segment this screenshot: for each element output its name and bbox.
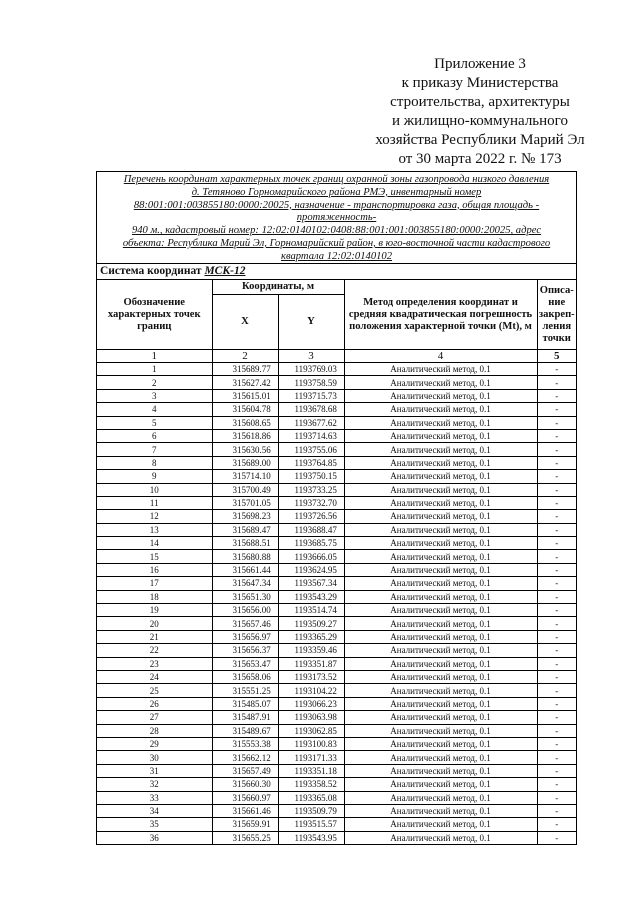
method: Аналитический метод, 0.1 <box>344 456 537 469</box>
fixing-description: - <box>537 818 576 831</box>
method: Аналитический метод, 0.1 <box>344 711 537 724</box>
method: Аналитический метод, 0.1 <box>344 483 537 496</box>
coord-y: 1193685.75 <box>278 537 344 550</box>
coord-y: 1193063.98 <box>278 711 344 724</box>
coord-y: 1193171.33 <box>278 751 344 764</box>
fixing-description: - <box>537 376 576 389</box>
point-number: 12 <box>97 510 212 523</box>
coord-y: 1193764.85 <box>278 456 344 469</box>
coord-y: 1193688.47 <box>278 523 344 536</box>
point-number: 11 <box>97 496 212 509</box>
coord-y: 1193066.23 <box>278 697 344 710</box>
table-row <box>97 523 576 536</box>
coord-x: 315553.38 <box>212 737 278 750</box>
point-number: 14 <box>97 537 212 550</box>
column-number: 5 <box>537 350 576 363</box>
appendix-date: от 30 марта 2022 г. № 173 <box>398 151 562 167</box>
coord-x: 315660.30 <box>212 778 278 791</box>
coord-x: 315655.25 <box>212 831 278 844</box>
coord-x: 315651.30 <box>212 590 278 603</box>
coord-x: 315656.00 <box>212 604 278 617</box>
method: Аналитический метод, 0.1 <box>344 804 537 817</box>
coord-x: 315647.34 <box>212 577 278 590</box>
point-number: 10 <box>97 483 212 496</box>
coord-y: 1193365.08 <box>278 791 344 804</box>
table-row <box>97 443 576 456</box>
method: Аналитический метод, 0.1 <box>344 617 537 630</box>
table-row <box>97 590 576 603</box>
table-row <box>97 657 576 670</box>
point-number: 31 <box>97 764 212 777</box>
table-row <box>97 764 576 777</box>
coord-y: 1193666.05 <box>278 550 344 563</box>
coord-x: 315659.91 <box>212 818 278 831</box>
coord-x: 315489.67 <box>212 724 278 737</box>
fixing-description: - <box>537 764 576 777</box>
coord-x: 315653.47 <box>212 657 278 670</box>
point-number: 16 <box>97 563 212 576</box>
point-number: 2 <box>97 376 212 389</box>
coord-y: 1193714.63 <box>278 429 344 442</box>
fixing-description: - <box>537 684 576 697</box>
fixing-description: - <box>537 483 576 496</box>
table-row <box>97 577 576 590</box>
header-x: X <box>212 295 278 350</box>
coordinate-system <box>97 264 576 280</box>
method: Аналитический метод, 0.1 <box>344 764 537 777</box>
coord-y: 1193365.29 <box>278 630 344 643</box>
coord-y: 1193062.85 <box>278 724 344 737</box>
coordinates-table <box>97 280 576 844</box>
point-number: 28 <box>97 724 212 737</box>
table-row <box>97 537 576 550</box>
coord-y: 1193100.83 <box>278 737 344 750</box>
header-y: Y <box>278 295 344 350</box>
table-row <box>97 630 576 643</box>
column-number: 1 <box>97 350 212 363</box>
coord-x: 315551.25 <box>212 684 278 697</box>
table-row <box>97 376 576 389</box>
coord-y: 1193624.95 <box>278 563 344 576</box>
fixing-description: - <box>537 416 576 429</box>
fixing-description: - <box>537 644 576 657</box>
coord-x: 315656.37 <box>212 644 278 657</box>
fixing-description: - <box>537 523 576 536</box>
coord-x: 315657.46 <box>212 617 278 630</box>
coord-y: 1193351.18 <box>278 764 344 777</box>
fixing-description: - <box>537 617 576 630</box>
method: Аналитический метод, 0.1 <box>344 537 537 550</box>
coord-y: 1193359.46 <box>278 644 344 657</box>
coord-x: 315698.23 <box>212 510 278 523</box>
coord-y: 1193678.68 <box>278 403 344 416</box>
point-number: 22 <box>97 644 212 657</box>
point-number: 29 <box>97 737 212 750</box>
fixing-description: - <box>537 791 576 804</box>
coord-y: 1193750.15 <box>278 470 344 483</box>
table-row <box>97 791 576 804</box>
point-number: 6 <box>97 429 212 442</box>
method: Аналитический метод, 0.1 <box>344 644 537 657</box>
header-description: Описа-ние закреп-ления точки <box>537 280 576 350</box>
fixing-description: - <box>537 496 576 509</box>
coord-y: 1193755.06 <box>278 443 344 456</box>
coordinate-system-value: МСК-12 <box>204 265 246 277</box>
fixing-description: - <box>537 711 576 724</box>
coord-y: 1193515.57 <box>278 818 344 831</box>
column-numbers-row <box>97 350 576 363</box>
method: Аналитический метод, 0.1 <box>344 630 537 643</box>
coord-y: 1193173.52 <box>278 670 344 683</box>
appendix-line: к приказу Министерства <box>401 75 559 91</box>
coord-y: 1193351.87 <box>278 657 344 670</box>
method: Аналитический метод, 0.1 <box>344 697 537 710</box>
method: Аналитический метод, 0.1 <box>344 670 537 683</box>
heading-line: квартала 12:02:0140102 <box>280 250 393 262</box>
header-method: Метод определения координат и средняя квадратическая погрешность положения характерной точки (Mt), м <box>344 280 537 350</box>
coord-y: 1193769.03 <box>278 363 344 376</box>
point-number: 19 <box>97 604 212 617</box>
method: Аналитический метод, 0.1 <box>344 737 537 750</box>
point-number: 26 <box>97 697 212 710</box>
table-body <box>97 363 576 845</box>
coord-y: 1193509.27 <box>278 617 344 630</box>
table-row <box>97 804 576 817</box>
method: Аналитический метод, 0.1 <box>344 577 537 590</box>
coord-y: 1193677.62 <box>278 416 344 429</box>
point-number: 5 <box>97 416 212 429</box>
method: Аналитический метод, 0.1 <box>344 550 537 563</box>
heading-line: 88:001:001:003855180:0000:20025, назначение - транспортировка газа, общая площадь - <box>133 199 540 211</box>
coord-y: 1193358.52 <box>278 778 344 791</box>
coord-x: 315487.91 <box>212 711 278 724</box>
coord-x: 315701.05 <box>212 496 278 509</box>
column-number: 3 <box>278 350 344 363</box>
coord-x: 315618.86 <box>212 429 278 442</box>
point-number: 33 <box>97 791 212 804</box>
point-number: 4 <box>97 403 212 416</box>
coord-x: 315661.46 <box>212 804 278 817</box>
point-number: 21 <box>97 630 212 643</box>
coord-y: 1193104.22 <box>278 684 344 697</box>
table-header-row <box>97 280 576 295</box>
method: Аналитический метод, 0.1 <box>344 523 537 536</box>
fixing-description: - <box>537 724 576 737</box>
heading-line: 940 м., кадастровый номер: 12:02:0140102:0408:88:001:001:003855180:0000:20025, адрес <box>131 225 542 237</box>
header-coordinates: Координаты, м <box>212 280 344 295</box>
table-row <box>97 496 576 509</box>
fixing-description: - <box>537 778 576 791</box>
point-number: 32 <box>97 778 212 791</box>
fixing-description: - <box>537 403 576 416</box>
fixing-description: - <box>537 577 576 590</box>
method: Аналитический метод, 0.1 <box>344 563 537 576</box>
method: Аналитический метод, 0.1 <box>344 724 537 737</box>
point-number: 1 <box>97 363 212 376</box>
coord-x: 315630.56 <box>212 443 278 456</box>
coord-y: 1193726.56 <box>278 510 344 523</box>
point-number: 34 <box>97 804 212 817</box>
fixing-description: - <box>537 657 576 670</box>
fixing-description: - <box>537 751 576 764</box>
coord-x: 315661.44 <box>212 563 278 576</box>
coord-x: 315604.78 <box>212 403 278 416</box>
coord-x: 315680.88 <box>212 550 278 563</box>
heading-line: д. Тетяново Горномарийского района РМЭ, инвентарный номер <box>191 186 482 198</box>
column-number: 4 <box>344 350 537 363</box>
point-number: 20 <box>97 617 212 630</box>
fixing-description: - <box>537 537 576 550</box>
coord-x: 315615.01 <box>212 389 278 402</box>
document-heading <box>97 172 576 264</box>
table-row <box>97 470 576 483</box>
point-number: 7 <box>97 443 212 456</box>
table-row <box>97 644 576 657</box>
table-row <box>97 697 576 710</box>
coordinates-document <box>96 171 577 845</box>
fixing-description: - <box>537 831 576 844</box>
method: Аналитический метод, 0.1 <box>344 684 537 697</box>
coord-y: 1193543.95 <box>278 831 344 844</box>
point-number: 9 <box>97 470 212 483</box>
point-number: 13 <box>97 523 212 536</box>
coord-x: 315608.65 <box>212 416 278 429</box>
method: Аналитический метод, 0.1 <box>344 496 537 509</box>
fixing-description: - <box>537 604 576 617</box>
method: Аналитический метод, 0.1 <box>344 604 537 617</box>
point-number: 3 <box>97 389 212 402</box>
point-number: 35 <box>97 818 212 831</box>
point-number: 25 <box>97 684 212 697</box>
fixing-description: - <box>537 563 576 576</box>
method: Аналитический метод, 0.1 <box>344 416 537 429</box>
method: Аналитический метод, 0.1 <box>344 657 537 670</box>
appendix-line: строительства, архитектуры <box>390 94 570 110</box>
method: Аналитический метод, 0.1 <box>344 389 537 402</box>
method: Аналитический метод, 0.1 <box>344 510 537 523</box>
method: Аналитический метод, 0.1 <box>344 818 537 831</box>
point-number: 24 <box>97 670 212 683</box>
method: Аналитический метод, 0.1 <box>344 363 537 376</box>
appendix-line: и жилищно-коммунального <box>392 113 568 129</box>
coord-y: 1193567.34 <box>278 577 344 590</box>
coord-y: 1193733.25 <box>278 483 344 496</box>
coord-x: 315627.42 <box>212 376 278 389</box>
method: Аналитический метод, 0.1 <box>344 751 537 764</box>
heading-line: Перечень координат характерных точек границ охранной зоны газопровода низкого давления <box>123 174 550 185</box>
appendix-header <box>360 55 600 169</box>
table-row <box>97 403 576 416</box>
coord-x: 315688.51 <box>212 537 278 550</box>
coord-y: 1193715.73 <box>278 389 344 402</box>
table-row <box>97 550 576 563</box>
table-row <box>97 737 576 750</box>
table-row <box>97 670 576 683</box>
table-row <box>97 363 576 376</box>
method: Аналитический метод, 0.1 <box>344 429 537 442</box>
table-row <box>97 429 576 442</box>
fixing-description: - <box>537 670 576 683</box>
point-number: 23 <box>97 657 212 670</box>
coordinate-system-label: Система координат <box>100 265 202 277</box>
coord-x: 315485.07 <box>212 697 278 710</box>
table-row <box>97 389 576 402</box>
fixing-description: - <box>537 470 576 483</box>
table-row <box>97 724 576 737</box>
point-number: 18 <box>97 590 212 603</box>
fixing-description: - <box>537 804 576 817</box>
method: Аналитический метод, 0.1 <box>344 376 537 389</box>
heading-line: протяженность- <box>296 212 377 224</box>
coord-x: 315662.12 <box>212 751 278 764</box>
fixing-description: - <box>537 550 576 563</box>
table-row <box>97 563 576 576</box>
fixing-description: - <box>537 429 576 442</box>
table-row <box>97 684 576 697</box>
method: Аналитический метод, 0.1 <box>344 403 537 416</box>
method: Аналитический метод, 0.1 <box>344 831 537 844</box>
table-row <box>97 456 576 469</box>
coord-x: 315660.97 <box>212 791 278 804</box>
coord-x: 315714.10 <box>212 470 278 483</box>
coord-x: 315658.06 <box>212 670 278 683</box>
table-row <box>97 617 576 630</box>
table-row <box>97 416 576 429</box>
fixing-description: - <box>537 630 576 643</box>
heading-line: объекта: Республика Марий Эл, Горномарийский район, в юго-восточной части кадастрового <box>122 237 551 249</box>
table-row <box>97 604 576 617</box>
fixing-description: - <box>537 590 576 603</box>
coord-y: 1193732.70 <box>278 496 344 509</box>
fixing-description: - <box>537 363 576 376</box>
coord-x: 315657.49 <box>212 764 278 777</box>
point-number: 30 <box>97 751 212 764</box>
coord-x: 315689.47 <box>212 523 278 536</box>
fixing-description: - <box>537 389 576 402</box>
table-row <box>97 510 576 523</box>
point-number: 8 <box>97 456 212 469</box>
coord-y: 1193514.74 <box>278 604 344 617</box>
point-number: 36 <box>97 831 212 844</box>
fixing-description: - <box>537 456 576 469</box>
table-row <box>97 778 576 791</box>
method: Аналитический метод, 0.1 <box>344 470 537 483</box>
fixing-description: - <box>537 697 576 710</box>
coord-y: 1193758.59 <box>278 376 344 389</box>
method: Аналитический метод, 0.1 <box>344 791 537 804</box>
point-number: 17 <box>97 577 212 590</box>
coord-x: 315700.49 <box>212 483 278 496</box>
table-row <box>97 483 576 496</box>
fixing-description: - <box>537 443 576 456</box>
fixing-description: - <box>537 737 576 750</box>
column-number: 2 <box>212 350 278 363</box>
method: Аналитический метод, 0.1 <box>344 443 537 456</box>
table-row <box>97 751 576 764</box>
coord-y: 1193543.29 <box>278 590 344 603</box>
coord-y: 1193509.79 <box>278 804 344 817</box>
table-row <box>97 818 576 831</box>
table-row <box>97 831 576 844</box>
method: Аналитический метод, 0.1 <box>344 590 537 603</box>
coord-x: 315656.97 <box>212 630 278 643</box>
appendix-title: Приложение 3 <box>434 56 526 72</box>
fixing-description: - <box>537 510 576 523</box>
point-number: 15 <box>97 550 212 563</box>
table-row <box>97 711 576 724</box>
header-designation: Обозначение характерных точек границ <box>97 280 212 350</box>
coord-x: 315689.77 <box>212 363 278 376</box>
method: Аналитический метод, 0.1 <box>344 778 537 791</box>
coord-x: 315689.00 <box>212 456 278 469</box>
appendix-line: хозяйства Республики Марий Эл <box>375 132 585 148</box>
point-number: 27 <box>97 711 212 724</box>
